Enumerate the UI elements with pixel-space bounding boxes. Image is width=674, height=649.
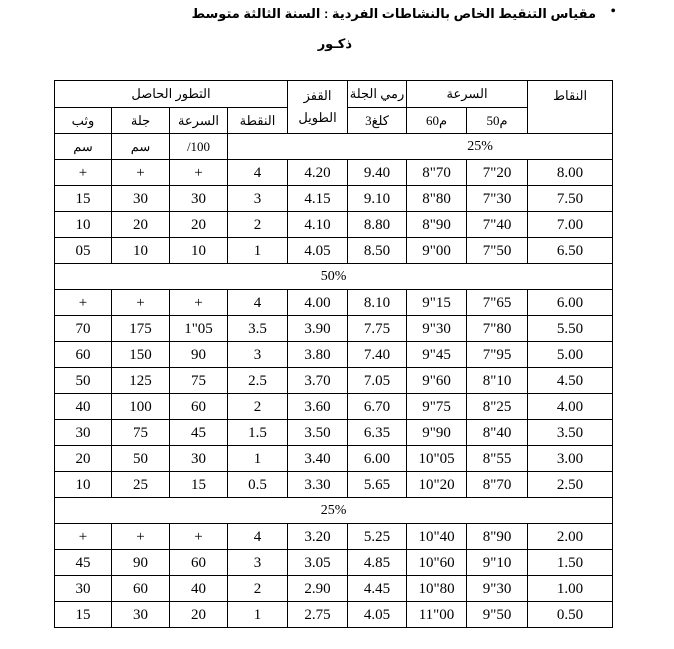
table-row [55, 550, 613, 576]
section-percentage: 25% [55, 498, 613, 524]
cell-progress-speed: + [170, 524, 228, 550]
cell-progress-javelin: 90 [112, 550, 170, 576]
cell-progress-speed: 90 [170, 342, 228, 368]
cell-progress-speed: 20 [170, 602, 228, 628]
cell-long-jump: 3.80 [288, 342, 348, 368]
cell-progress-javelin: 175 [112, 316, 170, 342]
cell-progress-jump: 05 [55, 238, 112, 264]
page-title: مقياس التنقيط الخاص بالنشاطات الفردية : السنة الثالثة متوسط [191, 6, 596, 21]
cell-javelin: 4.05 [348, 602, 407, 628]
cell-progress-point: 4 [228, 160, 288, 186]
table-row [55, 394, 613, 420]
progress-jump-header: وثب [55, 108, 112, 134]
cell-long-jump: 3.70 [288, 368, 348, 394]
cell-progress-javelin: + [112, 160, 170, 186]
javelin-group-header: رمي الجلة [348, 81, 407, 108]
cell-speed-50: 8"55 [467, 446, 528, 472]
cell-progress-javelin: 25 [112, 472, 170, 498]
cell-long-jump: 3.60 [288, 394, 348, 420]
table-row [55, 186, 613, 212]
cell-progress-jump: 45 [55, 550, 112, 576]
cell-javelin: 6.00 [348, 446, 407, 472]
cell-progress-jump: 30 [55, 576, 112, 602]
table-row [55, 472, 613, 498]
cell-progress-javelin: 10 [112, 238, 170, 264]
cell-points: 2.50 [528, 472, 613, 498]
cell-points: 7.00 [528, 212, 613, 238]
cell-progress-point: 4 [228, 290, 288, 316]
cell-long-jump: 3.50 [288, 420, 348, 446]
cell-progress-speed: 60 [170, 550, 228, 576]
unit-javelin: سم [112, 134, 170, 160]
cell-progress-point: 2.5 [228, 368, 288, 394]
cell-speed-60: 8"80 [407, 186, 467, 212]
cell-javelin: 9.10 [348, 186, 407, 212]
cell-progress-speed: + [170, 290, 228, 316]
cell-progress-speed: 45 [170, 420, 228, 446]
cell-progress-point: 2 [228, 212, 288, 238]
table-row [55, 576, 613, 602]
cell-speed-50: 9"30 [467, 576, 528, 602]
cell-javelin: 6.35 [348, 420, 407, 446]
cell-progress-point: 3 [228, 342, 288, 368]
cell-progress-jump: 15 [55, 186, 112, 212]
cell-speed-60: 9"00 [407, 238, 467, 264]
cell-points: 1.00 [528, 576, 613, 602]
cell-progress-speed: 40 [170, 576, 228, 602]
bullet: • [610, 3, 616, 20]
section-header-row [55, 498, 613, 524]
cell-javelin: 8.80 [348, 212, 407, 238]
jump-header [288, 81, 348, 134]
cell-speed-60: 10"05 [407, 446, 467, 472]
cell-progress-speed: 30 [170, 186, 228, 212]
cell-speed-60: 9"60 [407, 368, 467, 394]
cell-long-jump: 3.90 [288, 316, 348, 342]
cell-progress-jump: 60 [55, 342, 112, 368]
cell-speed-50: 8"90 [467, 524, 528, 550]
cell-long-jump: 3.40 [288, 446, 348, 472]
cell-progress-jump: 10 [55, 472, 112, 498]
cell-speed-50: 7"40 [467, 212, 528, 238]
cell-javelin: 4.85 [348, 550, 407, 576]
cell-progress-point: 0.5 [228, 472, 288, 498]
cell-points: 2.00 [528, 524, 613, 550]
cell-speed-60: 9"30 [407, 316, 467, 342]
progress-point-header: النقطة [228, 108, 288, 134]
cell-progress-javelin: + [112, 290, 170, 316]
cell-long-jump: 3.20 [288, 524, 348, 550]
cell-speed-60: 9"75 [407, 394, 467, 420]
cell-progress-javelin: 75 [112, 420, 170, 446]
cell-speed-60: 8"70 [407, 160, 467, 186]
cell-progress-javelin: 30 [112, 186, 170, 212]
cell-points: 6.50 [528, 238, 613, 264]
table-row [55, 238, 613, 264]
cell-progress-jump: 10 [55, 212, 112, 238]
cell-speed-50: 7"65 [467, 290, 528, 316]
cell-speed-60: 9"15 [407, 290, 467, 316]
cell-points: 4.00 [528, 394, 613, 420]
cell-long-jump: 2.75 [288, 602, 348, 628]
cell-speed-60: 10"80 [407, 576, 467, 602]
cell-javelin: 9.40 [348, 160, 407, 186]
progress-javelin-header: جلة [112, 108, 170, 134]
cell-progress-point: 1 [228, 446, 288, 472]
cell-points: 6.00 [528, 290, 613, 316]
cell-progress-point: 2 [228, 394, 288, 420]
cell-points: 3.00 [528, 446, 613, 472]
cell-progress-javelin: 50 [112, 446, 170, 472]
cell-speed-50: 8"25 [467, 394, 528, 420]
javelin-3kg-header: 3كلغ [348, 108, 407, 134]
table-row [55, 602, 613, 628]
cell-progress-jump: 20 [55, 446, 112, 472]
cell-progress-point: 1 [228, 602, 288, 628]
cell-points: 0.50 [528, 602, 613, 628]
cell-javelin: 6.70 [348, 394, 407, 420]
cell-progress-javelin: 125 [112, 368, 170, 394]
cell-progress-jump: 50 [55, 368, 112, 394]
table-row [55, 446, 613, 472]
cell-long-jump: 4.10 [288, 212, 348, 238]
speed-60-header: 60م [407, 108, 467, 134]
cell-progress-jump: 40 [55, 394, 112, 420]
cell-long-jump: 4.20 [288, 160, 348, 186]
cell-progress-speed: 10 [170, 238, 228, 264]
speed-group-header: السرعة [407, 81, 528, 108]
cell-speed-60: 11"00 [407, 602, 467, 628]
cell-points: 5.00 [528, 342, 613, 368]
cell-progress-point: 1 [228, 238, 288, 264]
table-row [55, 342, 613, 368]
table-row [55, 290, 613, 316]
cell-speed-50: 7"20 [467, 160, 528, 186]
cell-progress-javelin: 150 [112, 342, 170, 368]
cell-progress-speed: 75 [170, 368, 228, 394]
cell-progress-jump: 15 [55, 602, 112, 628]
table-row [55, 420, 613, 446]
long-jump-label: الطويل [298, 110, 337, 125]
cell-speed-60: 10"20 [407, 472, 467, 498]
cell-progress-speed: 30 [170, 446, 228, 472]
cell-javelin: 7.40 [348, 342, 407, 368]
cell-points: 3.50 [528, 420, 613, 446]
cell-speed-50: 7"30 [467, 186, 528, 212]
cell-javelin: 7.75 [348, 316, 407, 342]
cell-progress-speed: 60 [170, 394, 228, 420]
speed-50-header: 50م [467, 108, 528, 134]
cell-speed-50: 8"40 [467, 420, 528, 446]
cell-javelin: 7.05 [348, 368, 407, 394]
cell-long-jump: 4.05 [288, 238, 348, 264]
cell-progress-javelin: + [112, 524, 170, 550]
cell-points: 7.50 [528, 186, 613, 212]
cell-progress-javelin: 60 [112, 576, 170, 602]
cell-progress-javelin: 100 [112, 394, 170, 420]
table-row [55, 524, 613, 550]
cell-long-jump: 3.30 [288, 472, 348, 498]
cell-points: 4.50 [528, 368, 613, 394]
cell-javelin: 4.45 [348, 576, 407, 602]
cell-progress-javelin: 20 [112, 212, 170, 238]
cell-speed-50: 8"70 [467, 472, 528, 498]
cell-progress-jump: + [55, 160, 112, 186]
cell-speed-50: 7"50 [467, 238, 528, 264]
cell-speed-50: 9"50 [467, 602, 528, 628]
table-row [55, 368, 613, 394]
cell-speed-60: 10"60 [407, 550, 467, 576]
section-percentage: 50% [55, 264, 613, 290]
progress-group-header: التطور الحاصل [55, 81, 288, 108]
cell-speed-60: 9"90 [407, 420, 467, 446]
points-header: النقاط [528, 81, 613, 134]
cell-progress-point: 4 [228, 524, 288, 550]
cell-speed-60: 10"40 [407, 524, 467, 550]
cell-progress-speed: 20 [170, 212, 228, 238]
cell-speed-60: 9"45 [407, 342, 467, 368]
cell-speed-60: 8"90 [407, 212, 467, 238]
cell-progress-point: 3.5 [228, 316, 288, 342]
cell-progress-jump: 30 [55, 420, 112, 446]
cell-speed-50: 9"10 [467, 550, 528, 576]
unit-speed: /100 [170, 134, 228, 160]
cell-progress-speed: 1"05 [170, 316, 228, 342]
cell-long-jump: 2.90 [288, 576, 348, 602]
table-row [55, 160, 613, 186]
cell-javelin: 8.10 [348, 290, 407, 316]
cell-progress-jump: + [55, 524, 112, 550]
cell-progress-speed: + [170, 160, 228, 186]
cell-progress-javelin: 30 [112, 602, 170, 628]
page-subtitle: ذكـور [317, 36, 352, 51]
unit-percentage: 25% [228, 134, 613, 160]
cell-progress-point: 1.5 [228, 420, 288, 446]
section-header-row [55, 264, 613, 290]
scoring-table [54, 80, 613, 628]
cell-points: 8.00 [528, 160, 613, 186]
cell-points: 5.50 [528, 316, 613, 342]
table-row [55, 212, 613, 238]
cell-progress-jump: + [55, 290, 112, 316]
cell-progress-jump: 70 [55, 316, 112, 342]
unit-jump: سم [55, 134, 112, 160]
cell-progress-point: 2 [228, 576, 288, 602]
cell-speed-50: 7"95 [467, 342, 528, 368]
cell-long-jump: 4.00 [288, 290, 348, 316]
cell-javelin: 5.25 [348, 524, 407, 550]
cell-progress-point: 3 [228, 186, 288, 212]
jump-group-label: القفز [303, 88, 332, 103]
progress-speed-header: السرعة [170, 108, 228, 134]
cell-javelin: 8.50 [348, 238, 407, 264]
cell-long-jump: 3.05 [288, 550, 348, 576]
cell-javelin: 5.65 [348, 472, 407, 498]
cell-progress-speed: 15 [170, 472, 228, 498]
cell-speed-50: 7"80 [467, 316, 528, 342]
cell-points: 1.50 [528, 550, 613, 576]
table-row [55, 316, 613, 342]
cell-progress-point: 3 [228, 550, 288, 576]
cell-speed-50: 8"10 [467, 368, 528, 394]
cell-long-jump: 4.15 [288, 186, 348, 212]
